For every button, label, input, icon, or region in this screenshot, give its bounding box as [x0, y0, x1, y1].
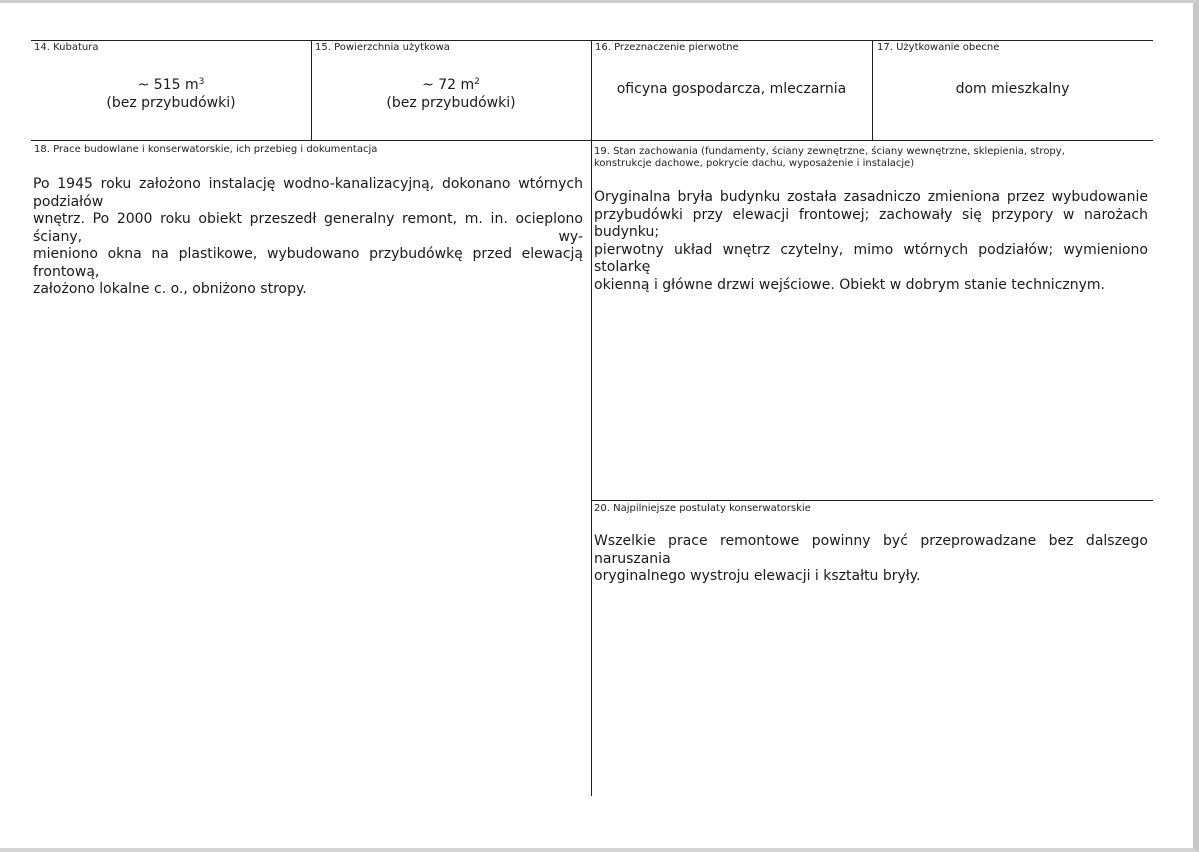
field-18-line: mieniono okna na plastikowe, wybudowano przybudówkę przed elewacją frontową,: [33, 246, 583, 280]
field-19-text: [594, 189, 1148, 294]
field-19-label-line-1: 19. Stan zachowania (fundamenty, ściany zewnętrzne, ściany wewnętrzne, sklepienia, stropy,: [594, 146, 1065, 157]
field-14-value-exponent: 3: [198, 77, 205, 87]
field-20-top-rule: [591, 500, 1153, 501]
field-14-value-note: (bez przybudówki): [106, 95, 236, 111]
field-14-value-text: ~ 515 m: [137, 77, 199, 93]
field-16-value: oficyna gospodarcza, mleczarnia: [616, 81, 847, 97]
field-19-line: przybudówki przy elewacji frontowej; zachowały się przypory w narożach budynku;: [594, 206, 1148, 240]
field-19-label-line-2: konstrukcje dachowe, pokrycie dachu, wyposażenie i instalacje): [594, 158, 915, 169]
field-15-value-note: (bez przybudówki): [386, 95, 516, 111]
field-16-label: 16. Przeznaczenie pierwotne: [595, 42, 739, 53]
field-18-line: Po 1945 roku założono instalację wodno-kanalizacyjną, dokonano wtórnych podziałów: [33, 176, 583, 210]
field-20-label: 20. Najpilniejsze postulaty konserwatorskie: [594, 503, 811, 514]
field-15-label: 15. Powierzchnia użytkowa: [315, 42, 450, 53]
field-17-value: dom mieszkalny: [955, 81, 1070, 97]
field-20-line: Wszelkie prace remontowe powinny być przeprowadzane bez dalszego naruszania: [594, 533, 1148, 567]
field-17-label: 17. Użytkowanie obecne: [877, 42, 1000, 53]
field-19-line: Oryginalna bryła budynku została zasadniczo zmieniona przez wybudowanie: [594, 189, 1148, 205]
table-top-rule: [31, 40, 1153, 41]
field-14-value: [31, 76, 311, 112]
field-19-line: okienną i główne drzwi wejściowe. Obiekt w dobrym stanie technicznym.: [594, 276, 1105, 293]
column-divider-2: [591, 40, 592, 796]
field-18-line: wnętrz. Po 2000 roku obiekt przeszedł generalny remont, m. in. ocieplono ściany, wy-: [33, 211, 583, 245]
field-18-label: 18. Prace budowlane i konserwatorskie, ich przebieg i dokumentacja: [34, 144, 378, 155]
field-18-line: założono lokalne c. o., obniżono stropy.: [33, 281, 307, 297]
field-18-text: [33, 176, 583, 299]
field-15-value-text: ~ 72 m: [422, 77, 475, 93]
field-15-value-exponent: 2: [474, 77, 480, 87]
field-15-value: [311, 76, 591, 112]
field-14-label: 14. Kubatura: [34, 42, 99, 53]
row-divider: [31, 140, 1153, 141]
field-19-line: pierwotny układ wnętrz czytelny, mimo wtórnych podziałów; wymieniono stolarkę: [594, 241, 1148, 275]
field-20-line: oryginalnego wystroju elewacji i kształtu bryły.: [594, 568, 921, 584]
field-20-text: [594, 533, 1148, 586]
